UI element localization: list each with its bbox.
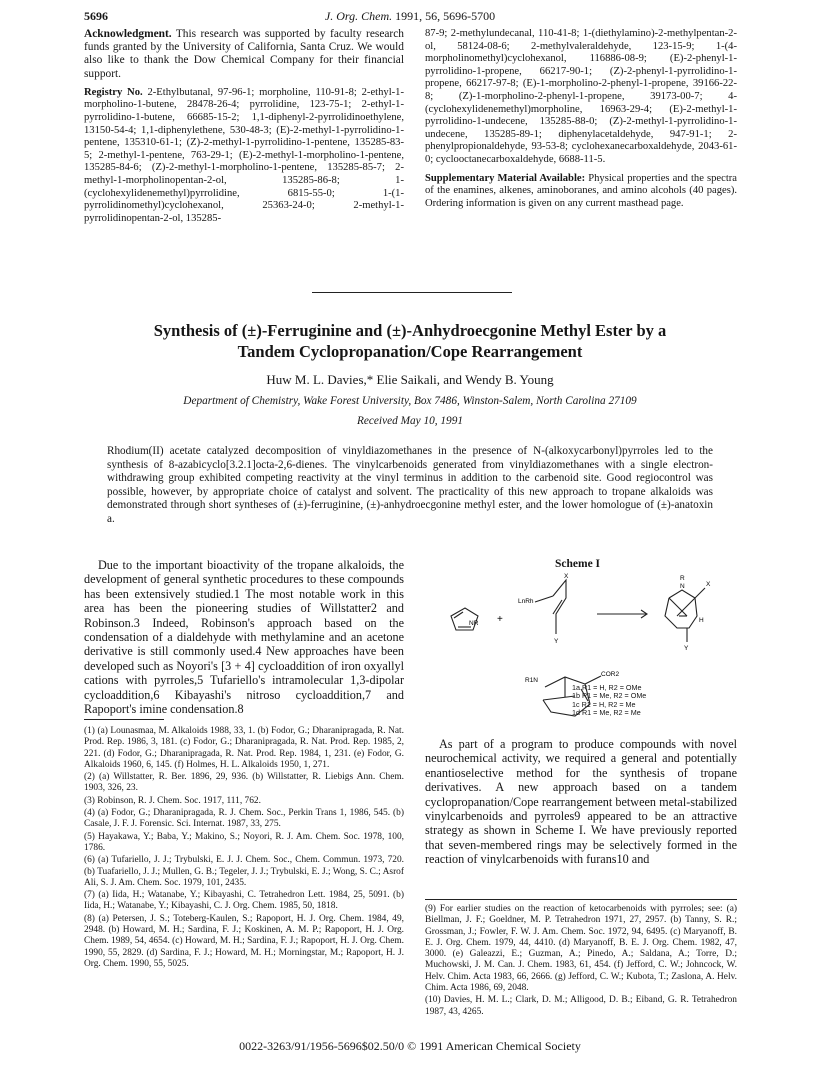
- body-paragraph-right: As part of a program to produce compounds with novel neurochemical activity, we required a general and potentially enantioselective method for the synthesis of tropane derivatives. A new approach based on a tandem cyclopropanation/Cope rearrangement between metal-stabilized vinylcarbenoids and pyrroles9 appeared to be an attractive strategy as shown in Scheme I. We have previously reported that seven-membered rings may be selectively formed in the reaction of vinylcarbenoids with furans10 and: [425, 737, 737, 867]
- bicycle-ring: [665, 598, 697, 628]
- scheme-label-r1n: R1N: [525, 677, 539, 684]
- references-left: [84, 726, 404, 971]
- received-date: Received May 10, 1991: [356, 415, 464, 427]
- scheme-label-lnrh: LnRh: [518, 598, 534, 605]
- compound-1a: 1a R1 = H, R2 = OMe: [572, 683, 642, 692]
- running-header: [0, 9, 820, 24]
- reference: (10) Davies, H. M. L.; Clark, D. M.; Alligood, D. B.; Eiband, G. R. Tetrahedron 1987, 43, 4265.: [425, 995, 737, 1017]
- reference: (1) (a) Lounasmaa, M. Alkaloids 1988, 33, 1. (b) Fodor, G.; Dharanipragada, R. Nat. Prod. Rep. 1986, 3, 181. (c) Fodor, G.; Dharanipragada, R. Nat. Prod. Rep. 1985, 2, 221. (d) Fodor, G.; Dharanipragada, R. Nat. Prod. Rep. 1984, 1, 231. (e) Fodor, G. Alkaloids 1960, 6, 145. (f) Holmes, H. L. Alkaloids 1950, 1, 271.: [84, 726, 404, 770]
- bicycle-bridge: [669, 590, 695, 598]
- scheme-diagram: [425, 572, 737, 752]
- ack-label: Acknowledgment.: [84, 28, 172, 40]
- supp-label: Supplementary Material Available:: [425, 172, 586, 184]
- footnote-rule-right: [425, 899, 737, 900]
- footnote-rule-left: [84, 719, 164, 720]
- scheme-label-nr: NR: [469, 620, 479, 627]
- abstract: Rhodium(II) acetate catalyzed decomposition of vinyldiazomethanes in the presence of N-(alkoxycarbonyl)pyrroles led to the synthesis of 8-azabicyclo[3.2.1]octa-2,6-dienes. The vinylcarbenoids generated from vinyldiazomethanes with a single electron-withdrawing group exhibited competing reactivity at the vinyl terminus in addition to the carbenoid site. Good regiocontrol was possible, however, by appropriate choice of catalyst and solvent. The practicality of this new approach to tropane alkaloids was demonstrated through short syntheses of (±)-ferruginine, (±)-anhydroecgonine methyl ester, and the lower homologue of (±)-anatoxin a.: [107, 445, 713, 525]
- compound-1c: 1c R1 = H, R2 = Me: [572, 699, 636, 709]
- top-left-column: [84, 28, 404, 231]
- journal-name: J. Org. Chem.: [324, 9, 393, 23]
- title-line-2: Tandem Cyclopropanation/Cope Rearrangement: [237, 342, 583, 361]
- reference: (4) (a) Fodor, G.; Dharanipragada, R. J. Chem. Soc., Perkin Trans 1, 1986, 545. (b) Casale, J. F. J. Forensic. Sci. Internat. 1987, 33, 275.: [84, 808, 404, 830]
- citation: 1991, 56, 5696-5700: [395, 9, 496, 23]
- bicycle-cross-bond: [669, 598, 687, 616]
- acknowledgment: [84, 28, 404, 81]
- scheme-title: Scheme I: [555, 558, 601, 570]
- footer: 0022-3263/91/1956-5696$02.50/0 © 1991 American Chemical Society: [239, 1039, 581, 1053]
- authors: Huw M. L. Davies,* Elie Saikali, and Wendy B. Young: [266, 372, 554, 387]
- scheme-label-x-product: X: [706, 581, 711, 588]
- supplementary-material: [425, 173, 737, 211]
- bicycle-cross-bond: [677, 598, 695, 616]
- scheme-label-plus: +: [497, 614, 503, 625]
- compound-list: [572, 684, 646, 717]
- references-right: [425, 904, 737, 1019]
- compound-1b: 1b R1 = Me, R2 = OMe: [572, 691, 647, 701]
- reference: (9) For earlier studies on the reaction of ketocarbenoids with pyrroles; see: (a) Biellman, J. F.; Goeldner, M. P. Tetrahedron 1971, 27, 2957. (b) Tanny, S. R.; Grossman, J.; Fowler, F. W. J. Am. Chem. Soc. 1972, 94, 6495. (c) Maryanoff, B. E. J. Org. Chem. 1979, 44, 4410. (d) Maryanoff, B. E. J. Org. Chem. 1982, 47, 3000. (e) Galeazzi, E.; Guzman, A.; Pinedo, A.; Saldana, A.; Torre, D.; Muchowski, J. M. Can. J. Chem. 1983, 61, 454. (f) Jefford, C. W.; Johncock, W. Helv. Chim. Acta 1983, 66, 2666. (g) Jefford, C. W.; Kubota, T.; Zaslona, A. Helv. Chim. Acta 1986, 69, 2048.: [425, 904, 737, 994]
- article-title: [110, 320, 710, 362]
- registry-label: Registry No.: [84, 86, 143, 98]
- scheme-label-r: R: [680, 575, 685, 582]
- registry-text: 2-Ethylbutanal, 97-96-1; morpholine, 110-91-8; 2-ethyl-1-morpholino-1-butene, 28478-26-4; pyrrolidine, 123-75-1; 2-ethyl-1-pyrrolidino-1-butene, 66685-15-2; 1,1-diphenyl-2-pyrrolidinoethylene, 13150-54-4; 1,1-diphenylethene, 530-48-3; (E)-2-methyl-1-pyrrolidino-1-pentene, 135310-61-1; (Z)-2-methyl-1-pyrrolidino-1-pentene, 135285-83-5; 2-methyl-1-pentene, 763-29-1; (E)-2-methyl-1-morpholino-1-pentene, 135285-84-6; (Z)-2-methyl-1-morpholino-1-pentene, 135285-85-7; 2-methyl-1-morpholinopentan-2-ol, 135285-86-8; 1-(cyclohexylidenemethyl)pyrrolidine, 6815-55-0; 1-(1-pyrrolidinomethyl)cyclohexanol, 25363-24-0; 2-methyl-1-pyrrolidinopentan-2-ol, 135285-: [84, 86, 404, 224]
- section-divider: [312, 292, 512, 293]
- reference: (6) (a) Tufariello, J. J.; Trybulski, E. J. J. Chem. Soc., Chem. Commun. 1973, 720. (b) Tuafariello, J. J.; Mullen, G. B.; Tegeler, J. J.; Trybulski, E. J.; Wong, S. C.; Asrof Ali, S. J. Am. Chem. Soc. 1979, 101, 2435.: [84, 855, 404, 888]
- scheme-label-x: X: [564, 573, 569, 580]
- tropane-bridge: [543, 696, 575, 700]
- reference: (5) Hayakawa, Y.; Baba, Y.; Makino, S.; Noyori, R. J. Am. Chem. Soc. 1978, 100, 1786.: [84, 831, 404, 853]
- supp-text: Physical properties and the spectra of the enamines, alkenes, aminoboranes, and amino alcohols (40 pages). Ordering information is given on any current masthead page.: [425, 172, 737, 209]
- compound-1d: 1d R1 = Me, R2 = Me: [572, 707, 641, 717]
- vinyl-chain: [553, 580, 566, 634]
- ack-text: This research was supported by faculty research funds granted by the University of California, Santa Cruz. We would also like to thank the Dow Chemical Company for their financial support.: [84, 28, 404, 80]
- reference: (8) (a) Petersen, J. S.; Toteberg-Kaulen, S.; Rapoport, H. J. Org. Chem. 1984, 49, 2948. (b) Howard, M. H.; Sardina, F. J.; Koskinen, A. M. P.; Rapoport, H. J. Org. Chem. 1989, 54, 4654. (c) Howard, M. H.; Sardina, F. J.; Rapoport, H. J. Org. Chem. 1990, 55, 2829. (d) Sardina, F. J.; Howard, M. H.; Morningstar, M.; Rapoport, H. J. Org. Chem. 1990, 55, 5025.: [84, 913, 404, 969]
- intro-paragraph: Due to the important bioactivity of the tropane alkaloids, the development of general synthetic procedures to these compounds has been extensively studied.1 The most notable work in this area has been the pioneering studies of Willstatter2 and Robinson.3 Indeed, Robinson's approach based on the condensation of a dialdehyde with methylamine and an acetone derivative is still commonly used.4 New approaches have been developed such as Noyori's [3 + 4] cycloaddition of iron oxyallyl cations with pyrroles,5 Tufariello's intramolecular 1,3-dipolar cycloaddition,6 Kibayashi's nitroso cycloaddition,7 and Rapoport's imine condensation.8: [84, 558, 404, 717]
- scheme-label-y-product: Y: [684, 645, 689, 652]
- scheme-label-cor2: COR2: [601, 671, 620, 678]
- page-number: 5696: [84, 9, 108, 23]
- registry-continued: 87-9; 2-methylundecanal, 110-41-8; 1-(diethylamino)-2-methylpentan-2-ol, 58124-08-6; 2-methylvaleraldehyde, 123-15-9; 1-(4-morpholinomethyl)cyclohexanol, 116886-08-9; (E)-2-phenyl-1-pyrrolidino-1-propene, 66217-90-1; (Z)-2-phenyl-1-pyrrolidino-1-propene, 66217-97-8; (E)-1-morpholino-2-phenyl-1-propene, 39166-22-8; (Z)-1-morpholino-2-phenyl-1-propene, 39173-00-7; 4-(cyclohexylidenemethyl)morpholine, 16963-29-4; (E)-2-methyl-1-pyrrolidino-1-undecene, 135285-88-0; (Z)-2-methyl-1-pyrrolidino-1-undecene, 135285-89-1; diphenylacetaldehyde, 947-91-1; 2-phenylpropionaldehyde, 93-53-8; cyclohexanecarboxaldehyde, 2043-61-0; cyclooctanecarboxaldehyde, 6688-11-5.: [425, 28, 737, 165]
- reference: (3) Robinson, R. J. Chem. Soc. 1917, 111, 762.: [84, 795, 261, 806]
- scheme-label-n: N: [680, 583, 685, 590]
- affiliation: Department of Chemistry, Wake Forest University, Box 7486, Winston-Salem, North Carolina 27109: [183, 395, 637, 407]
- reference: (2) (a) Willstatter, R. Ber. 1896, 29, 936. (b) Willstatter, R. Liebigs Ann. Chem. 1903, 326, 23.: [84, 772, 404, 794]
- carbenoid-bond: [535, 596, 553, 602]
- registry-numbers: [84, 87, 404, 226]
- scheme-label-h: H: [699, 617, 704, 624]
- title-line-1: Synthesis of (±)-Ferruginine and (±)-Anhydroecgonine Methyl Ester by a: [153, 321, 667, 340]
- reference: (7) (a) Iida, H.; Watanabe, Y.; Kibayashi, C. Tetrahedron Lett. 1984, 25, 5091. (b) Iida, H.; Watanabe, Y.; Kibayashi, C. J. Org. Chem. 1985, 50, 1818.: [84, 890, 404, 912]
- substituent-bond: [695, 588, 705, 598]
- top-right-column: [425, 28, 737, 216]
- scheme-label-y: Y: [554, 638, 559, 645]
